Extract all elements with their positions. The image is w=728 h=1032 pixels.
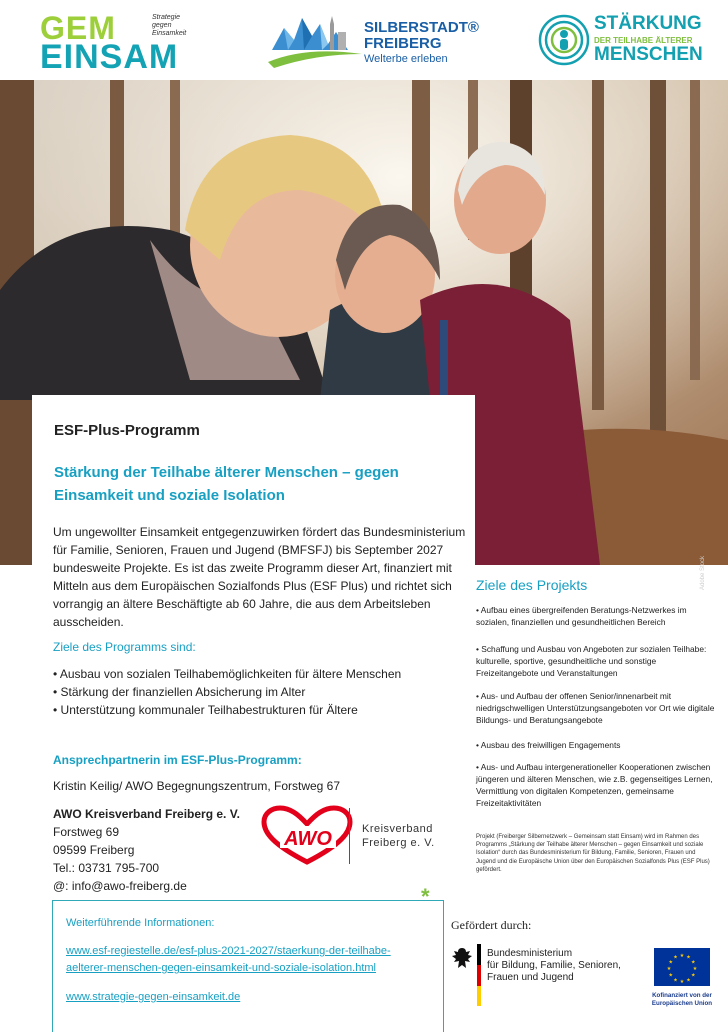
awo-kreisverband-text: Kreisverband Freiberg e. V. — [362, 823, 435, 849]
circle-person-icon — [538, 14, 590, 66]
esf-regiestelle-link[interactable]: www.esf-regiestelle.de/esf-plus-2021-2027/staerkung-der-teilhabe-aelterer-menschen-gegen-einsamkeit-und-soziale-isolation.html — [66, 945, 391, 974]
menschen-word: MENSCHEN — [594, 44, 703, 65]
list-item: • Aufbau eines übergreifenden Beratungs-Netzwerkes im sozialen, finanziellen und gesundheitlichen Bereich — [476, 605, 687, 627]
bmfsfj-logo — [451, 944, 631, 1006]
program-goals-list — [53, 665, 401, 719]
svg-text:★: ★ — [666, 966, 672, 972]
federal-eagle-icon — [451, 946, 473, 972]
intro-paragraph: Um ungewollter Einsamkeit entgegenzuwirken fördert das Bundesministerium für Familie, Senioren, Frauen und Jugend (BMFSFJ) bis September 2027 bundesweite Projekte. Es ist das zweite Programm dieser Art, finanziert mit Mitteln aus dem Europäischen Sozialfonds Plus (ESF Plus) und richtet sich vorrangig an ältere Beschäftigte ab 60 Jahre, die aus dem Arbeitsleben ausscheiden. — [53, 525, 466, 629]
program-title: Stärkung der Teilhabe älterer Menschen – gegen Einsamkeit und soziale Isolation — [54, 464, 399, 504]
eu-flag-icon — [654, 948, 710, 986]
silberstadt-name: SILBERSTADT® FREIBERG — [364, 19, 479, 52]
eu-cofinanced-text: Kofinanziert von der Europäischen Union — [651, 992, 713, 1007]
silberstadt-slogan: Welterbe erleben — [364, 53, 448, 65]
svg-text:★: ★ — [668, 972, 673, 979]
funding-fine-print: Projekt (Freiberger Silbernetzwerk – Gemeinsam statt Einsam) wird im Rahmen des Programms „Stärkung der Teilhabe älterer Menschen – gegen Einsamkeit und soziale Isolation“ durch das Bundesministerium für Bildung, Familie, Senioren, Frauen und Jugend und die Europäische Union über den Europäischen Sozialfonds Plus (ESF Plus) gefördert. — [476, 834, 710, 873]
awo-heart-logo — [262, 808, 352, 864]
contact-person: Kristin Keilig/ AWO Begegnungszentrum, Forstweg 67 — [53, 779, 341, 793]
staerkung-word: STÄRKUNG — [594, 13, 702, 34]
list-item: • Aus- und Aufbau intergenerationeller Kooperationen zwischen jüngeren und älteren Menschen, wie z.B. gegenseitiges Lernen, Vermittlung von digitalen Kompetenzen, gemeinsame Freizeitaktivitäten — [476, 762, 713, 808]
contact-heading: Ansprechpartnerin im ESF-Plus-Programm: — [53, 753, 302, 767]
ministry-name: Bundesministerium für Bildung, Familie, Senioren, Frauen und Jugend — [487, 948, 621, 983]
awo-address — [53, 805, 240, 895]
awo-email[interactable]: @: info@awo-freiberg.de — [53, 879, 187, 893]
svg-text:★: ★ — [673, 954, 678, 961]
svg-text:★: ★ — [686, 954, 691, 961]
list-item: • Ausbau von sozialen Teilhabemöglichkeiten für ältere Menschen — [53, 667, 402, 681]
info-heading: Weiterführende Informationen: — [66, 917, 215, 929]
svg-text:★: ★ — [691, 959, 696, 966]
svg-text:★: ★ — [679, 979, 685, 985]
list-item: • Schaffung und Ausbau von Angeboten zur sozialen Teilhabe: kulturelle, sportive, gesundheitliche und sonstige Freizeitangebote und Veranstaltungen — [476, 644, 707, 678]
gem-logo-top: GEM — [40, 10, 116, 46]
svg-text:★: ★ — [668, 959, 673, 966]
awo-street: Forstweg 69 — [53, 825, 120, 839]
awo-org-name: AWO Kreisverband Freiberg e. V. — [53, 807, 240, 821]
gem-logo-bottom: EINSAM — [40, 38, 179, 76]
asterisk-icon: * — [421, 884, 430, 909]
strategie-link[interactable]: www.strategie-gegen-einsamkeit.de — [66, 991, 241, 1003]
program-label: ESF-Plus-Programm — [54, 422, 200, 439]
list-item: • Aus- und Aufbau der offenen Senior/innenarbeit mit niedrigschwelligen Unterstützungsangeboten vor Ort wie digitale Bildungs- und Beratungsangebote — [476, 691, 715, 725]
awo-phone[interactable]: Tel.: 03731 795-700 — [53, 861, 160, 875]
gem-logo-tagline: Strategie gegen Einsamkeit — [152, 14, 187, 37]
german-flag-stripe-icon — [477, 944, 481, 1006]
awo-divider — [349, 808, 350, 864]
silberstadt-freiberg-logo — [266, 10, 486, 72]
program-goals-heading: Ziele des Programms sind: — [53, 640, 196, 654]
svg-text:★: ★ — [691, 972, 696, 979]
crystal-city-icon — [266, 10, 366, 72]
svg-text:★: ★ — [679, 953, 685, 959]
funded-by-label: Gefördert durch: — [451, 918, 532, 932]
photo-credit: Adobe Stock — [700, 555, 706, 590]
awo-logo-text: AWO — [284, 828, 332, 850]
gem-einsam-logo — [40, 10, 210, 74]
staerkung-teilhabe-logo — [538, 12, 718, 70]
svg-text:★: ★ — [686, 977, 691, 984]
awo-city: 09599 Freiberg — [53, 843, 135, 857]
staerkung-subline: DER TEILHABE ÄLTERER — [594, 36, 693, 45]
header-logos — [0, 0, 728, 80]
list-item: • Ausbau des freiwilligen Engagements — [476, 740, 621, 750]
project-goals-heading: Ziele des Projekts — [476, 577, 588, 593]
list-item: • Stärkung der finanziellen Absicherung im Alter — [53, 685, 306, 699]
svg-text:★: ★ — [692, 966, 698, 972]
list-item: • Unterstützung kommunaler Teilhabestrukturen für Ältere — [53, 703, 358, 717]
svg-text:★: ★ — [673, 977, 678, 984]
